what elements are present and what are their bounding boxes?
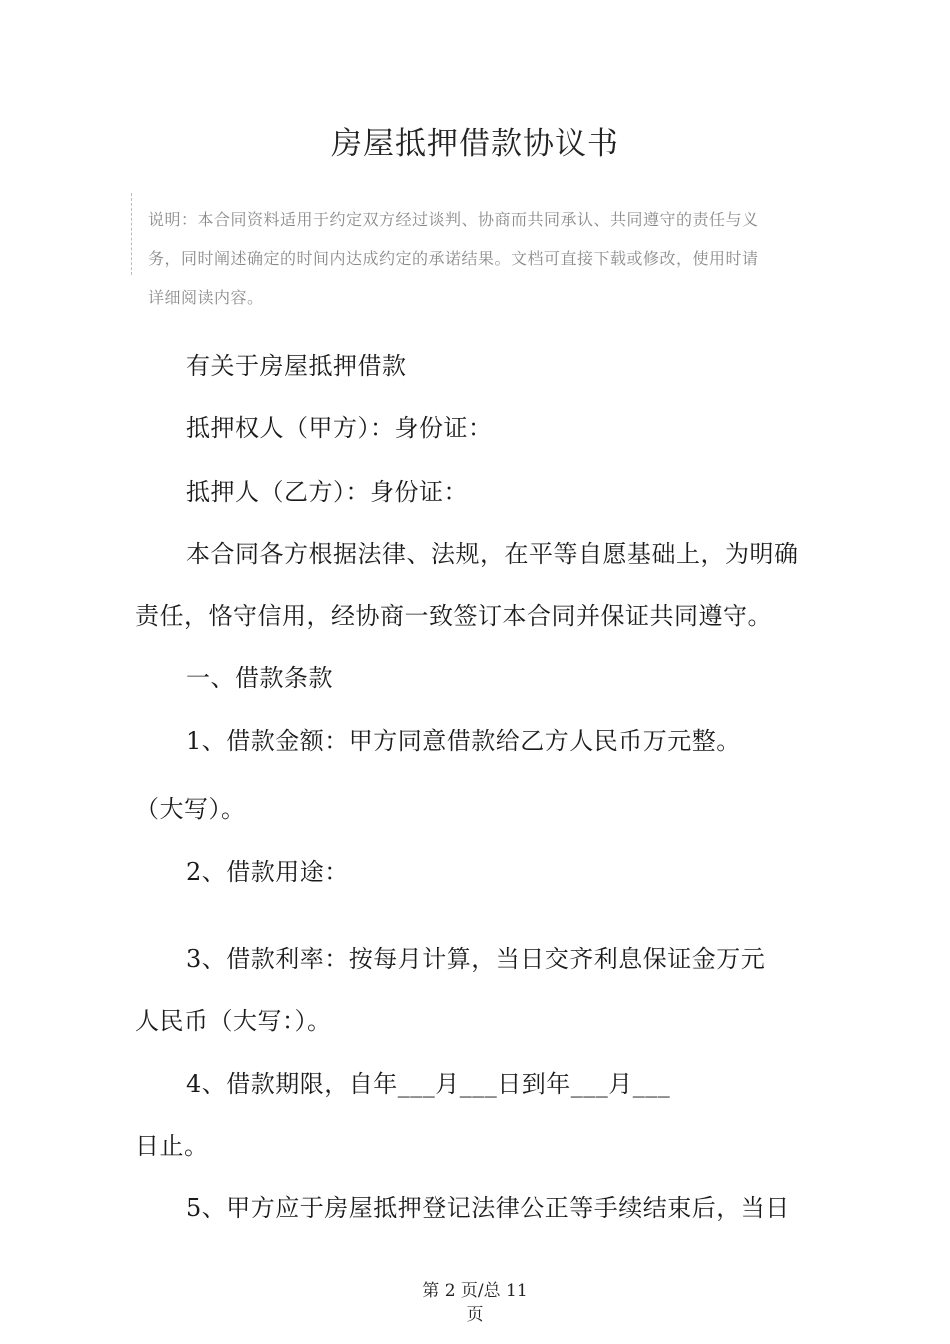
- note-margin-marker: [131, 193, 134, 275]
- clause-4: 4、借款期限，自年___月___日到年___月___: [186, 1070, 671, 1098]
- clause-1-continued: （大写）。: [135, 795, 246, 823]
- body-line-5: 责任，恪守信用，经协商一致签订本合同并保证共同遵守。: [135, 602, 772, 630]
- body-line-1: 有关于房屋抵押借款: [186, 352, 407, 380]
- section-heading-1: 一、借款条款: [186, 664, 333, 692]
- document-title: 房屋抵押借款协议书: [331, 126, 619, 162]
- clause-3: 3、借款利率：按每月计算，当日交齐利息保证金万元: [186, 945, 766, 973]
- page-number: 第 2 页/总 11: [422, 1281, 528, 1301]
- body-line-4: 本合同各方根据法律、法规，在平等自愿基础上，为明确: [186, 540, 799, 568]
- body-line-2: 抵押权人（甲方）：身份证：: [186, 414, 493, 442]
- clause-5: 5、甲方应于房屋抵押登记法律公正等手续结束后，当日: [186, 1194, 790, 1222]
- document-note: 说明：本合同资料适用于约定双方经过谈判、协商而共同承认、共同遵守的责任与义务，同时阐述确定的时间内达成约定的承诺结果。文档可直接下载或修改，使用时请详细阅读内容。: [148, 210, 759, 307]
- body-line-3: 抵押人（乙方）：身份证：: [186, 478, 468, 506]
- clause-2: 2、借款用途：: [186, 858, 349, 886]
- page-number-suffix: 页: [466, 1305, 484, 1325]
- clause-3-continued: 人民币（大写：）。: [135, 1007, 332, 1035]
- clause-1: 1、借款金额：甲方同意借款给乙方人民币万元整。: [186, 727, 741, 755]
- clause-4-continued: 日止。: [135, 1132, 209, 1160]
